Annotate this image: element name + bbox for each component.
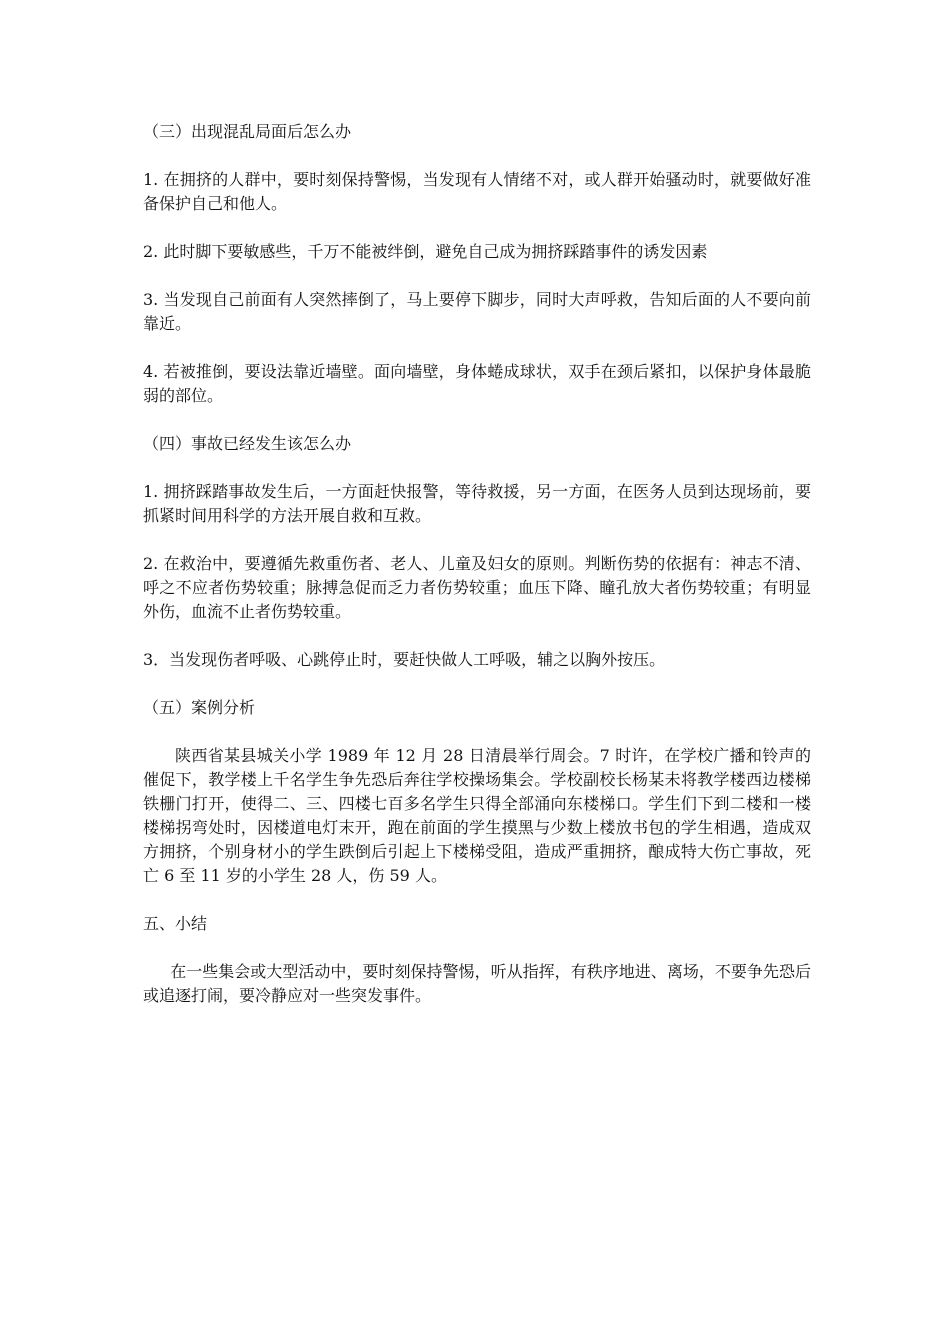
- section-heading-4: （四）事故已经发生该怎么办: [143, 434, 352, 453]
- list-item: 4. 若被推倒，要设法靠近墙壁。面向墙壁，身体蜷成球状，双手在颈后紧扣，以保护身体最脆弱的部位。: [143, 362, 811, 405]
- list-item: 3. 当发现自己前面有人突然摔倒了，马上要停下脚步，同时大声呼救，告知后面的人不要向前靠近。: [143, 290, 811, 333]
- list-item: 3．当发现伤者呼吸、心跳停止时，要赶快做人工呼吸，辅之以胸外按压。: [143, 650, 666, 669]
- document-content: [143, 120, 811, 1032]
- list-item: 1. 拥挤踩踏事故发生后，一方面赶快报警，等待救援，另一方面，在医务人员到达现场前，要抓紧时间用科学的方法开展自救和互救。: [143, 482, 811, 525]
- case-analysis-paragraph: 陕西省某县城关小学 1989 年 12 月 28 日清晨举行周会。7 时许，在学校广播和铃声的催促下，教学楼上千名学生争先恐后奔往学校操场集会。学校副校长杨某未将教学楼西边楼梯铁栅门打开，使得二、三、四楼七百多名学生只得全部涌向东楼梯口。学生们下到二楼和一楼楼梯拐弯处时，因楼道电灯末开，跑在前面的学生摸黑与少数上楼放书包的学生相遇，造成双方拥挤，个别身材小的学生跌倒后引起上下楼梯受阻，造成严重拥挤，酿成特大伤亡事故，死亡 6 至 11 岁的小学生 28 人，伤 59 人。: [143, 746, 811, 885]
- section-heading-3: （三）出现混乱局面后怎么办: [143, 122, 352, 141]
- list-item: 2. 在救治中，要遵循先救重伤者、老人、儿童及妇女的原则。判断伤势的依据有：神志不清、呼之不应者伤势较重；脉搏急促而乏力者伤势较重；血压下降、瞳孔放大者伤势较重；有明显外伤，血流不止者伤势较重。: [143, 554, 811, 621]
- list-item: 2. 此时脚下要敏感些，千万不能被绊倒，避免自己成为拥挤踩踏事件的诱发因素: [143, 242, 708, 261]
- section-heading-5: （五）案例分析: [143, 698, 256, 717]
- summary-heading: 五、小结: [143, 914, 208, 933]
- summary-paragraph: 在一些集会或大型活动中，要时刻保持警惕，听从指挥，有秩序地进、离场，不要争先恐后或追逐打闹，要冷静应对一些突发事件。: [143, 962, 811, 1005]
- list-item: 1. 在拥挤的人群中，要时刻保持警惕，当发现有人情绪不对，或人群开始骚动时，就要做好准备保护自己和他人。: [143, 170, 811, 213]
